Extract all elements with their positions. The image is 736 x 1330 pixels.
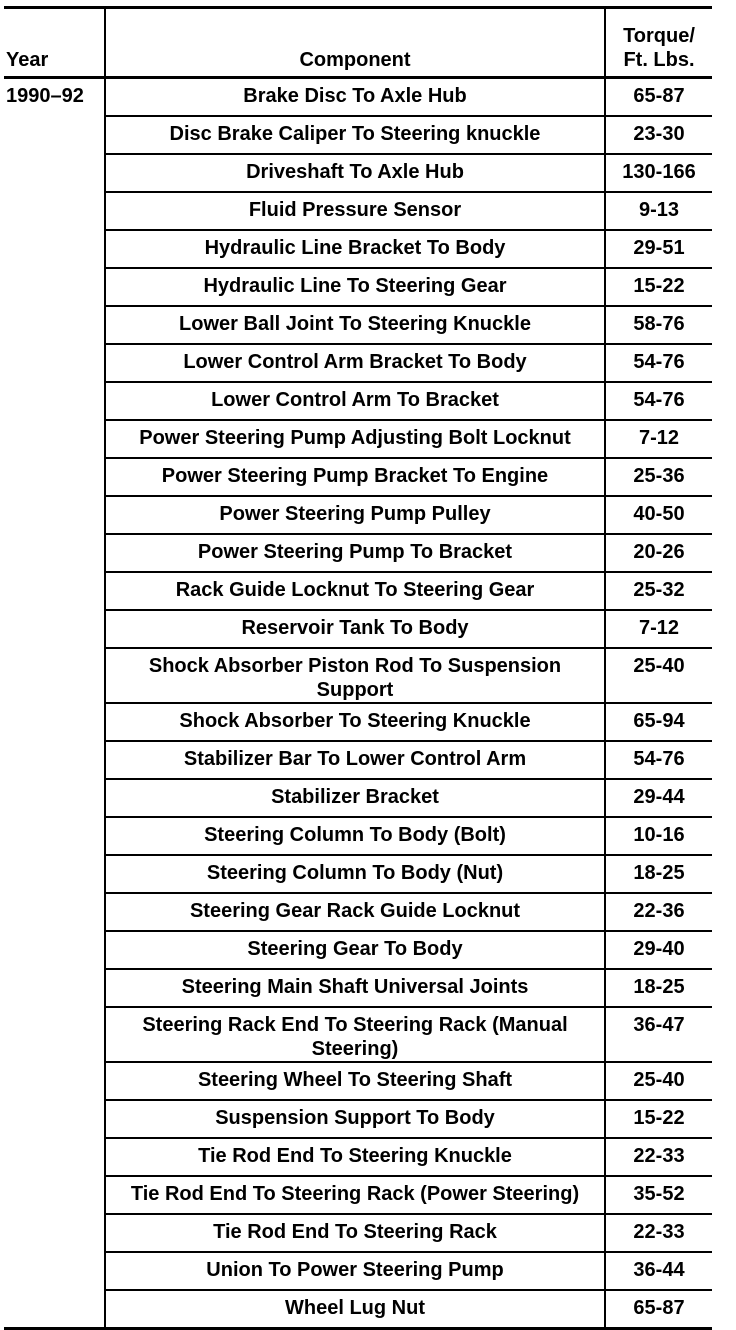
torque-cell: 65-87 (605, 1290, 712, 1329)
table-row (4, 1214, 712, 1252)
table-row (4, 817, 712, 855)
torque-cell: 25-36 (605, 458, 712, 496)
table-row (4, 382, 712, 420)
table-row (4, 344, 712, 382)
torque-cell: 130-166 (605, 154, 712, 192)
component-cell: Rack Guide Locknut To Steering Gear (105, 572, 605, 610)
torque-cell: 9-13 (605, 192, 712, 230)
torque-cell: 7-12 (605, 420, 712, 458)
component-cell: Steering Rack End To Steering Rack (Manual Steering) (105, 1007, 605, 1062)
table-row (4, 703, 712, 741)
table-row (4, 192, 712, 230)
component-cell: Power Steering Pump To Bracket (105, 534, 605, 572)
table-row (4, 648, 712, 703)
table-row (4, 420, 712, 458)
torque-cell: 25-32 (605, 572, 712, 610)
component-cell: Brake Disc To Axle Hub (105, 78, 605, 117)
torque-cell: 54-76 (605, 382, 712, 420)
component-cell: Steering Gear Rack Guide Locknut (105, 893, 605, 931)
torque-cell: 54-76 (605, 344, 712, 382)
component-cell: Power Steering Pump Bracket To Engine (105, 458, 605, 496)
table-row (4, 116, 712, 154)
table-row (4, 1100, 712, 1138)
component-cell: Hydraulic Line To Steering Gear (105, 268, 605, 306)
table-row (4, 741, 712, 779)
torque-cell: 23-30 (605, 116, 712, 154)
table-row (4, 154, 712, 192)
header-torque-line2: Ft. Lbs. (623, 49, 695, 71)
header-row (4, 8, 712, 78)
header-torque-line1: Torque/ (623, 25, 695, 47)
torque-spec-table (4, 6, 712, 1330)
torque-cell: 25-40 (605, 648, 712, 703)
torque-cell: 35-52 (605, 1176, 712, 1214)
header-year: Year (4, 8, 105, 78)
component-cell: Fluid Pressure Sensor (105, 192, 605, 230)
torque-cell: 29-51 (605, 230, 712, 268)
torque-cell: 22-33 (605, 1214, 712, 1252)
component-cell: Tie Rod End To Steering Knuckle (105, 1138, 605, 1176)
table-row (4, 534, 712, 572)
table-row (4, 306, 712, 344)
component-cell: Disc Brake Caliper To Steering knuckle (105, 116, 605, 154)
table-row (4, 779, 712, 817)
table-row (4, 496, 712, 534)
torque-cell: 58-76 (605, 306, 712, 344)
torque-cell: 18-25 (605, 969, 712, 1007)
component-cell: Union To Power Steering Pump (105, 1252, 605, 1290)
component-cell: Shock Absorber To Steering Knuckle (105, 703, 605, 741)
component-cell: Lower Control Arm To Bracket (105, 382, 605, 420)
table-row (4, 1176, 712, 1214)
component-cell: Stabilizer Bar To Lower Control Arm (105, 741, 605, 779)
table-row (4, 1252, 712, 1290)
torque-cell: 25-40 (605, 1062, 712, 1100)
torque-cell: 15-22 (605, 1100, 712, 1138)
torque-cell: 15-22 (605, 268, 712, 306)
table-row (4, 893, 712, 931)
table-row (4, 458, 712, 496)
component-cell: Power Steering Pump Pulley (105, 496, 605, 534)
component-cell: Steering Column To Body (Nut) (105, 855, 605, 893)
component-cell: Tie Rod End To Steering Rack (105, 1214, 605, 1252)
component-cell: Wheel Lug Nut (105, 1290, 605, 1329)
table-row (4, 78, 712, 117)
torque-cell: 36-44 (605, 1252, 712, 1290)
component-cell: Tie Rod End To Steering Rack (Power Steering) (105, 1176, 605, 1214)
component-cell: Hydraulic Line Bracket To Body (105, 230, 605, 268)
year-cell: 1990–92 (6, 85, 84, 107)
torque-cell: 65-94 (605, 703, 712, 741)
component-cell: Steering Main Shaft Universal Joints (105, 969, 605, 1007)
torque-cell: 7-12 (605, 610, 712, 648)
component-cell: Lower Ball Joint To Steering Knuckle (105, 306, 605, 344)
table-row (4, 572, 712, 610)
component-cell: Driveshaft To Axle Hub (105, 154, 605, 192)
table-body (4, 78, 712, 1329)
torque-cell: 65-87 (605, 78, 712, 117)
table-row (4, 1062, 712, 1100)
component-cell: Steering Wheel To Steering Shaft (105, 1062, 605, 1100)
table-row (4, 230, 712, 268)
torque-cell: 29-44 (605, 779, 712, 817)
torque-cell: 29-40 (605, 931, 712, 969)
torque-cell: 40-50 (605, 496, 712, 534)
torque-cell: 10-16 (605, 817, 712, 855)
table-row (4, 268, 712, 306)
component-cell: Stabilizer Bracket (105, 779, 605, 817)
header-component: Component (105, 8, 605, 78)
component-cell: Steering Gear To Body (105, 931, 605, 969)
component-cell: Lower Control Arm Bracket To Body (105, 344, 605, 382)
table-row (4, 1138, 712, 1176)
table-row (4, 969, 712, 1007)
table-row (4, 610, 712, 648)
torque-cell: 36-47 (605, 1007, 712, 1062)
component-cell: Reservoir Tank To Body (105, 610, 605, 648)
header-torque (605, 8, 712, 78)
torque-cell: 22-33 (605, 1138, 712, 1176)
torque-cell: 54-76 (605, 741, 712, 779)
torque-cell: 18-25 (605, 855, 712, 893)
component-cell: Power Steering Pump Adjusting Bolt Locknut (105, 420, 605, 458)
torque-cell: 22-36 (605, 893, 712, 931)
table-row (4, 1290, 712, 1329)
table-row (4, 1007, 712, 1062)
torque-cell: 20-26 (605, 534, 712, 572)
component-cell: Suspension Support To Body (105, 1100, 605, 1138)
component-cell: Shock Absorber Piston Rod To Suspension Support (105, 648, 605, 703)
component-cell: Steering Column To Body (Bolt) (105, 817, 605, 855)
table-row (4, 855, 712, 893)
table-row (4, 931, 712, 969)
